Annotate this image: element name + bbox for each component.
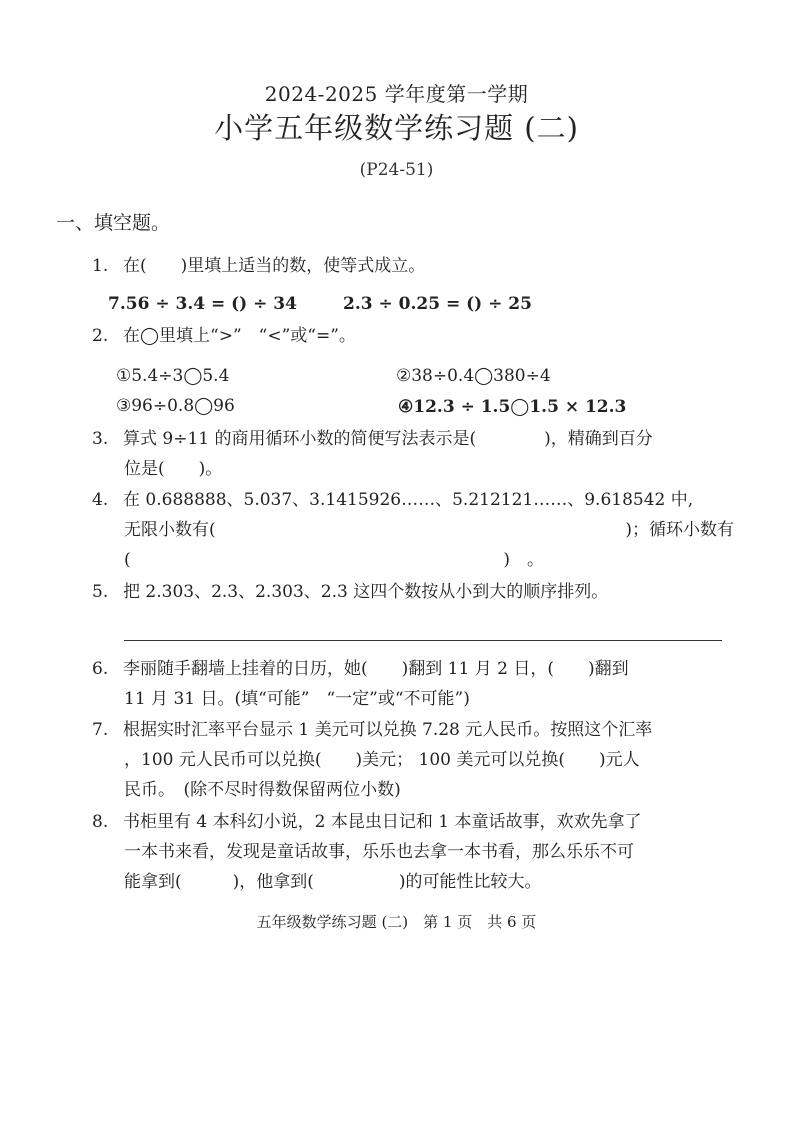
question-line: 民币。 (除不尽时得数保留两位小数) (124, 780, 401, 800)
question-line: 位是( )。 (124, 459, 223, 479)
question-line (124, 545, 544, 575)
question-line: 能拿到( )，他拿到( )的可能性比较大。 (124, 872, 542, 892)
question-number: 2. (92, 326, 109, 346)
question-text: 把 2.303、2.3、2.303、2.3 这四个数按从小到大的顺序排列。 (123, 582, 609, 602)
question-number: 4. (92, 490, 109, 510)
equation-a: 7.56 ÷ 3.4 = () ÷ 34 (108, 294, 297, 314)
comparison-item-1: ①5.4÷3◯5.4 (116, 366, 230, 386)
question-line (124, 515, 734, 545)
page-footer: 五年级数学练习题 (二) 第 1 页 共 6 页 (256, 913, 537, 931)
question-text: 在◯里填上“>” “<”或“=”。 (123, 326, 356, 346)
equation-b: 2.3 ÷ 0.25 = () ÷ 25 (343, 294, 532, 314)
answer-blank-end: )；循环小数有 (625, 520, 734, 540)
question-number: 5. (92, 582, 109, 602)
question-4 (92, 485, 693, 515)
question-number: 6. (92, 659, 109, 679)
answer-blank-start: ( (124, 550, 131, 570)
comparison-item-3: ③96÷0.8◯96 (116, 396, 235, 416)
question-3 (92, 424, 653, 454)
question-line: ，100 元人民币可以兑换( )美元； 100 美元可以兑换( )元人 (124, 750, 640, 770)
question-line: 李丽随手翻墙上挂着的日历，她( )翻到 11 月 2 日，( )翻到 (123, 659, 629, 679)
question-7 (92, 715, 652, 745)
question-number: 7. (92, 720, 109, 740)
page-range: (P24-51) (359, 160, 434, 180)
page-title: 小学五年级数学练习题 (二) (214, 111, 579, 145)
answer-blank-start: 无限小数有( (124, 520, 216, 540)
section-title: 一、填空题。 (56, 212, 171, 234)
question-number: 8. (92, 812, 109, 832)
question-line: 11 月 31 日。(填“可能” “一定”或“不可能”) (124, 689, 470, 709)
question-8 (92, 807, 641, 837)
question-number: 3. (92, 429, 109, 449)
answer-line (124, 640, 722, 641)
school-year-heading: 2024-2025 学年度第一学期 (264, 82, 529, 106)
question-6 (92, 654, 629, 684)
question-line: 在 0.688888、5.037、3.1415926……、5.212121……、9.618542 中, (123, 490, 694, 510)
comparison-item-2: ②38÷0.4◯380÷4 (396, 366, 551, 386)
question-1 (92, 251, 425, 281)
question-line: 一本书来看，发现是童话故事，乐乐也去拿一本书看，那么乐乐不可 (124, 842, 634, 862)
answer-blank-end: ) 。 (503, 550, 544, 570)
question-5 (92, 577, 608, 607)
question-line: 算式 9÷11 的商用循环小数的简便写法表示是( )，精确到百分 (123, 429, 653, 449)
question-line: 根据实时汇率平台显示 1 美元可以兑换 7.28 元人民币。按照这个汇率 (123, 720, 653, 740)
question-text: 在( )里填上适当的数，使等式成立。 (123, 256, 426, 276)
question-line: 书柜里有 4 本科幻小说，2 本昆虫日记和 1 本童话故事，欢欢先拿了 (123, 812, 642, 832)
question-2 (92, 321, 356, 351)
comparison-item-4: ④12.3 ÷ 1.5◯1.5 × 12.3 (398, 397, 627, 417)
question-number: 1. (92, 256, 109, 276)
